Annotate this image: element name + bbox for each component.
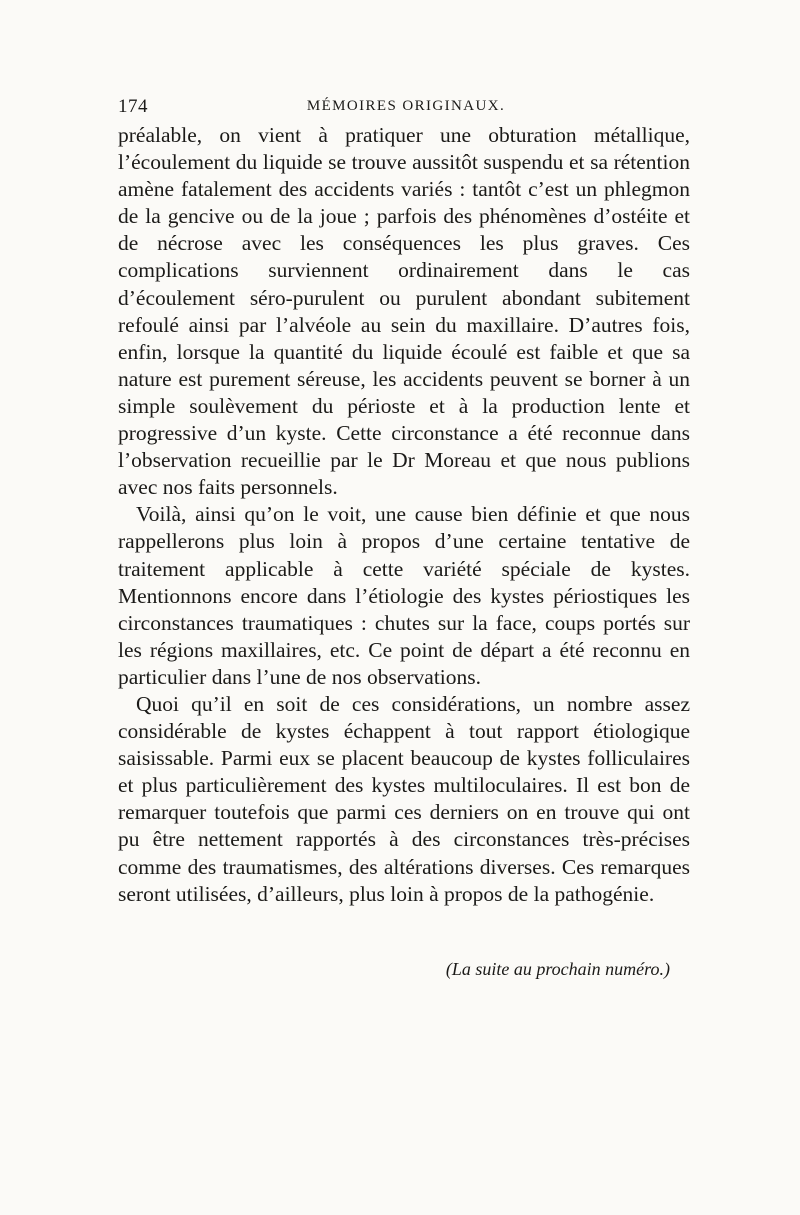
paragraph-1: préalable, on vient à pratiquer une obturation métallique, l’écoulement du liquide se trouve aussitôt suspendu et sa rétention amène fatalement des accidents variés : tantôt c’est un phlegmon de la gencive ou de la joue ; parfois des phénomènes d’ostéite et de nécrose avec les conséquences les plus graves. Ces complications surviennent ordinairement dans le cas d’écoulement séro-purulent ou purulent abondant subitement refoulé ainsi par l’alvéole au sein du maxillaire. D’autres fois, enfin, lorsque la quantité du liquide écoulé est faible et que sa nature est purement séreuse, les accidents peuvent se borner à un simple soulèvement du périoste et à la production lente et progressive d’un kyste. Cette circonstance a été reconnue dans l’observation recueillie par le Dr Moreau et que nous publions avec nos faits personnels. [118,123,690,500]
paragraph-2: Voilà, ainsi qu’on le voit, une cause bien définie et que nous rappellerons plus loin à propos d’une certaine tentative de traitement applicable à cette variété spéciale de kystes. Mentionnons encore dans l’étiologie des kystes périostiques les circonstances traumatiques : chutes sur la face, coups portés sur les régions maxillaires, etc. Ce point de départ a été reconnu en particulier dans l’une de nos observations. [118,502,690,689]
paragraph-3: Quoi qu’il en soit de ces considérations, un nombre assez considérable de kystes échappent à tout rapport étiologique saisissable. Parmi eux se placent beaucoup de kystes folliculaires et plus particulièrement des kystes multiloculaires. Il est bon de remarquer toutefois que parmi ces derniers on en trouve qui ont pu être nettement rapportés à des circonstances très-précises comme des traumatismes, des altérations diverses. Ces remarques seront utilisées, d’ailleurs, plus loin à propos de la pathogénie. [118,691,690,906]
page-number: 174 [118,96,148,117]
continuation-note: (La suite au prochain numéro.) [445,959,670,979]
running-title: MÉMOIRES ORIGINAUX. [306,98,506,114]
body-text [118,122,690,908]
running-head [118,96,694,120]
